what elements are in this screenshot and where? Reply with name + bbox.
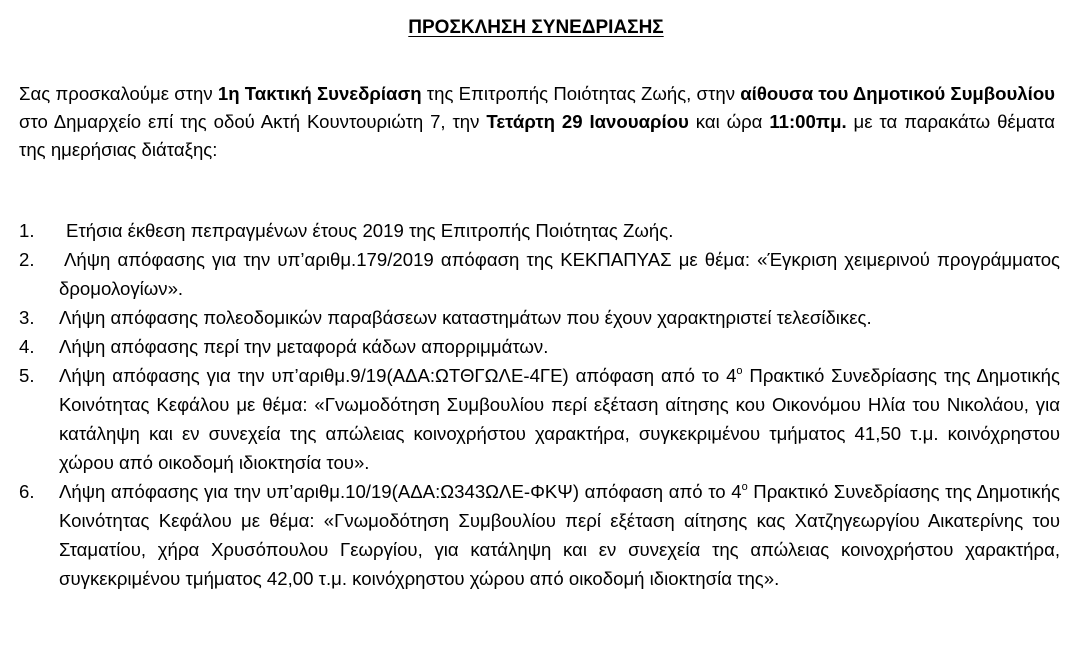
item-number: 5. — [19, 365, 35, 386]
intro-bold: 11:00πμ. — [769, 111, 847, 132]
agenda-list — [0, 216, 1060, 593]
agenda-item-3 — [0, 303, 1060, 332]
agenda-item-5 — [0, 361, 1060, 477]
item-text-part: Λήψη απόφασης για την υπ’αριθμ.10/19(ΑΔΑ:Ω343ΩΛΕ-ΦΚΨ) απόφαση από το 4 — [59, 481, 742, 502]
item-text: Λήψη απόφασης για την υπ’αριθμ.179/2019 απόφαση της ΚΕΚΠΑΠΥΑΣ με θέμα: «Έγκριση χειμερινού προγράμματος δρομολογίων». — [59, 249, 1060, 299]
agenda-item-2 — [0, 245, 1060, 303]
intro-bold: αίθουσα του Δημοτικού Συμβουλίου — [740, 83, 1055, 104]
item-text-part: Λήψη απόφασης για την υπ’αριθμ.9/19(ΑΔΑ:ΩΤΘΓΩΛΕ-4ΓΕ) απόφαση από το 4 — [59, 365, 737, 386]
item-number: 6. — [19, 481, 35, 502]
intro-bold: Τετάρτη 29 Ιανουαρίου — [486, 111, 689, 132]
item-text: Λήψη απόφασης πολεοδομικών παραβάσεων καταστημάτων που έχουν χαρακτηριστεί τελεσίδικες. — [59, 307, 872, 328]
item-text-part: Πρακτικό Συνεδρίασης της Δημοτικής Κοινότητας Κεφάλου με θέμα: «Γνωμοδότηση Συμβουλίου περί εξέταση αίτησης κας Χατζηγεωργίου Αικατερίνης του Σταματίου, χήρα Χρυσόπουλου Γεωργίου, για κατάληψη και εν συνεχεία της απώλειας κοινοχρήστου χαρακτήρα, συγκεκριμένου τμήματος 42,00 τ.μ. κοινόχρηστου χώρου από οικοδομή ιδιοκτησία της». — [59, 481, 1060, 589]
ordinal-superscript: ο — [741, 480, 748, 493]
item-number: 2. — [19, 249, 35, 270]
item-text: Λήψη απόφασης περί την μεταφορά κάδων απορριμμάτων. — [59, 336, 549, 357]
intro-text: στο Δημαρχείο επί της οδού Ακτή Κουντουριώτη 7, την — [19, 111, 487, 132]
item-number: 4. — [19, 336, 35, 357]
agenda-item-1 — [0, 216, 1060, 245]
ordinal-superscript: ο — [736, 364, 743, 377]
intro-text: με τα παρακάτω θέματα της ημερήσιας διάταξης: — [19, 111, 1056, 160]
agenda-item-4 — [0, 332, 1060, 361]
item-text-part: Πρακτικό Συνεδρίασης της Δημοτικής Κοινότητας Κεφάλου με θέμα: «Γνωμοδότηση Συμβουλίου περί εξέταση αίτησης κου Οικονόμου Ηλία του Νικολάου, για κατάληψη και εν συνεχεία της απώλειας κοινοχρήστου χαρακτήρα, συγκεκριμένου τμήματος 41,50 τ.μ. κοινόχρηστου χώρου από οικοδομή ιδιοκτησία του». — [59, 365, 1060, 473]
intro-text: της Επιτροπής Ποιότητας Ζωής, στην — [421, 83, 741, 104]
item-number: 1. — [19, 220, 35, 241]
intro-text: Σας προσκαλούμε στην — [19, 83, 218, 104]
item-text — [59, 361, 1060, 477]
intro-bold: 1η Τακτική Συνεδρίαση — [217, 83, 422, 104]
intro-paragraph — [19, 80, 1055, 164]
intro-text: και ώρα — [688, 111, 770, 132]
document-title: ΠΡΟΣΚΛΗΣΗ ΣΥΝΕΔΡΙΑΣΗΣ — [408, 17, 664, 38]
item-text: Ετήσια έκθεση πεπραγμένων έτους 2019 της Επιτροπής Ποιότητας Ζωής. — [66, 220, 674, 241]
item-text — [59, 477, 1060, 593]
item-number: 3. — [19, 307, 35, 328]
agenda-item-6 — [0, 477, 1060, 593]
